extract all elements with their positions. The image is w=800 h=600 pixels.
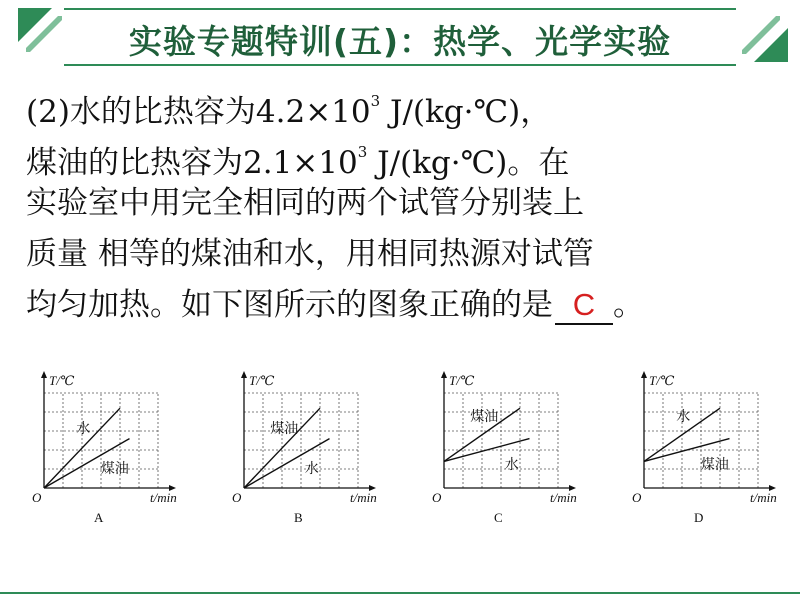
upper-series-label: 煤油 <box>470 408 499 425</box>
x-axis-label: t/min <box>150 490 177 505</box>
y-axis-arrow <box>41 371 47 378</box>
question-line-5: 均匀加热。如下图所示的图象正确的是 C 。 <box>26 287 644 323</box>
option-letter: C <box>494 510 503 525</box>
graph-svg <box>428 356 577 531</box>
origin-label: O <box>232 490 242 505</box>
title-bottom-rule <box>64 64 736 66</box>
page-title: 实验专题特训(五)：热学、光学实验 <box>128 22 672 61</box>
y-axis-label: T/℃ <box>49 373 75 388</box>
y-axis-label: T/℃ <box>449 373 475 388</box>
y-axis-arrow <box>441 371 447 378</box>
lower-series-label: 水 <box>304 460 319 477</box>
graph-svg <box>628 356 777 531</box>
origin-label: O <box>432 490 442 505</box>
y-axis-arrow <box>641 371 647 378</box>
question-line-2: 煤油的比热容为$2.1\times 10^3$ J/(kg·℃)。在 <box>26 143 570 181</box>
graph-a <box>28 356 177 531</box>
question-line-1: (2)水的比热容为$4.2\times 10^3$ J/(kg·℃)， <box>26 92 552 130</box>
question-line-4: 质量 相等的煤油和水，用相同热源对试管 <box>26 236 594 272</box>
graph-svg <box>228 356 377 531</box>
bottom-rule <box>0 592 800 594</box>
graph-b <box>228 356 377 531</box>
y-axis-arrow <box>241 371 247 378</box>
origin-label: O <box>632 490 642 505</box>
lower-series-label: 煤油 <box>100 460 129 477</box>
lower-series-label: 水 <box>504 456 519 473</box>
title-top-rule <box>64 8 736 10</box>
upper-series-label: 水 <box>76 420 91 437</box>
option-letter: B <box>294 510 303 525</box>
graph-d <box>628 356 777 531</box>
x-axis-label: t/min <box>350 490 377 505</box>
graph-svg <box>28 356 177 531</box>
corner-decoration-top-right <box>742 16 788 62</box>
x-axis-label: t/min <box>750 490 777 505</box>
upper-series-label: 煤油 <box>270 420 299 437</box>
answer-blank[interactable] <box>555 287 613 325</box>
option-letter: D <box>694 510 704 525</box>
graph-c <box>428 356 577 531</box>
x-axis-label: t/min <box>550 490 577 505</box>
corner-decoration-top-left <box>18 8 62 52</box>
answer-text: C <box>572 287 596 322</box>
upper-series-label: 水 <box>676 408 691 425</box>
option-letter: A <box>94 510 104 525</box>
question-line-3: 实验室中用完全相同的两个试管分别装上 <box>26 185 584 221</box>
origin-label: O <box>32 490 42 505</box>
question-text <box>26 76 786 331</box>
lower-series-label: 煤油 <box>700 456 729 473</box>
title-bar <box>64 6 736 66</box>
y-axis-label: T/℃ <box>249 373 275 388</box>
y-axis-label: T/℃ <box>649 373 675 388</box>
